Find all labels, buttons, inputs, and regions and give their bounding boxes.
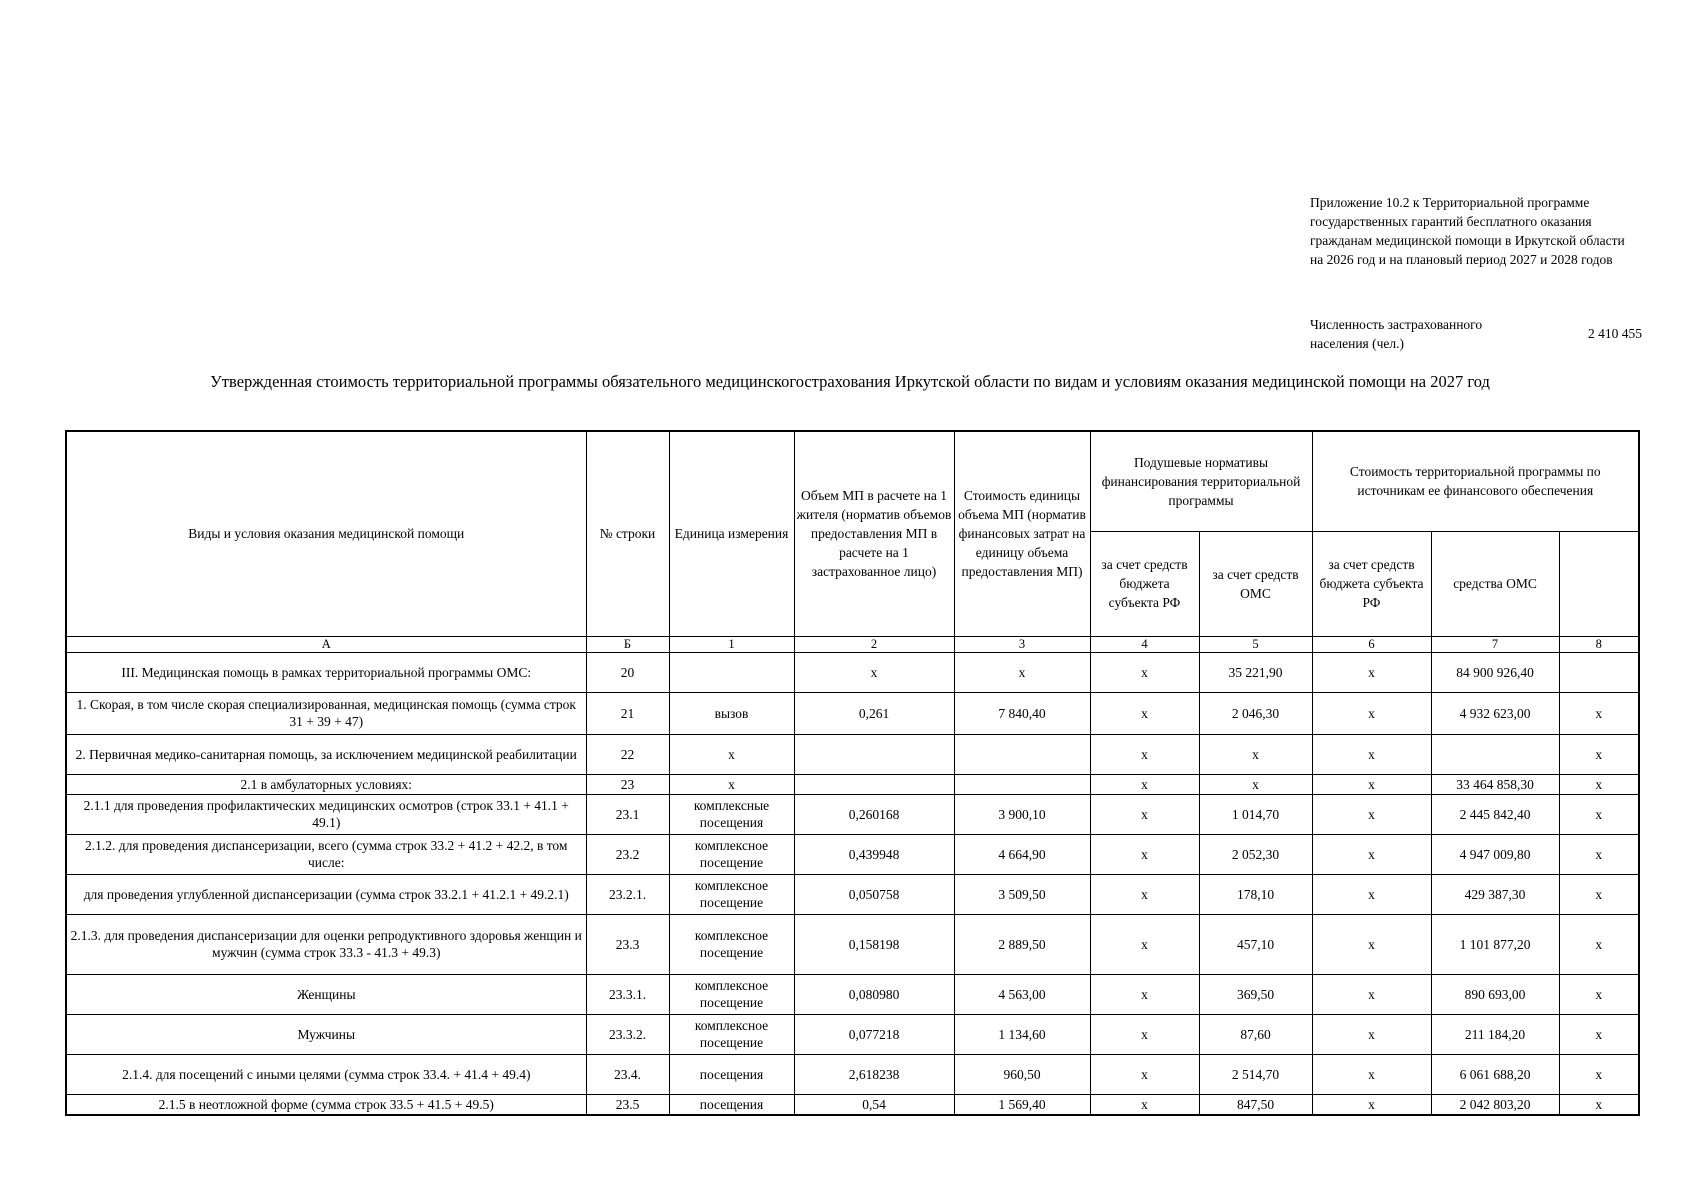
row-v6: х bbox=[1312, 734, 1431, 774]
row-name: III. Медицинская помощь в рамках территориальной программы ОМС: bbox=[66, 652, 586, 692]
row-v4: х bbox=[1090, 652, 1199, 692]
row-v5: 1 014,70 bbox=[1199, 794, 1312, 834]
row-v6: х bbox=[1312, 1054, 1431, 1094]
row-v5: 847,50 bbox=[1199, 1094, 1312, 1115]
index-cell: А bbox=[66, 636, 586, 652]
row-name: 2.1.4. для посещений с иными целями (сумма строк 33.4. + 41.4 + 49.4) bbox=[66, 1054, 586, 1094]
row-unit: комплексное посещение bbox=[669, 874, 794, 914]
row-v3 bbox=[954, 734, 1090, 774]
row-no: 22 bbox=[586, 734, 669, 774]
row-name: Женщины bbox=[66, 974, 586, 1014]
header-unit: Единица измерения bbox=[669, 431, 794, 636]
index-cell: 6 bbox=[1312, 636, 1431, 652]
row-v3: 960,50 bbox=[954, 1054, 1090, 1094]
row-v6: х bbox=[1312, 914, 1431, 974]
row-no: 23.3.2. bbox=[586, 1014, 669, 1054]
table-row bbox=[66, 1094, 1639, 1115]
row-v7: 84 900 926,40 bbox=[1431, 652, 1559, 692]
row-v3 bbox=[954, 774, 1090, 794]
row-v6: х bbox=[1312, 1014, 1431, 1054]
header-volume: Объем МП в расчете на 1 жителя (норматив объемов предоставления МП в расчете на 1 застрахованное лицо) bbox=[794, 431, 954, 636]
row-v8: х bbox=[1559, 774, 1639, 794]
header-cost: Стоимость единицы объема МП (норматив финансовых затрат на единицу объема предоставления МП) bbox=[954, 431, 1090, 636]
row-v3: 1 569,40 bbox=[954, 1094, 1090, 1115]
row-no: 23.3 bbox=[586, 914, 669, 974]
table-row bbox=[66, 834, 1639, 874]
row-unit: комплексное посещение bbox=[669, 834, 794, 874]
row-v2: 0,050758 bbox=[794, 874, 954, 914]
row-v8: х bbox=[1559, 834, 1639, 874]
row-no: 23.4. bbox=[586, 1054, 669, 1094]
row-v6: х bbox=[1312, 1094, 1431, 1115]
row-v5: 35 221,90 bbox=[1199, 652, 1312, 692]
header-budget-rf-6: за счет средств бюджета субъекта РФ bbox=[1312, 531, 1431, 636]
row-v8 bbox=[1559, 652, 1639, 692]
row-v4: х bbox=[1090, 974, 1199, 1014]
row-v4: х bbox=[1090, 1054, 1199, 1094]
row-unit: комплексное посещение bbox=[669, 914, 794, 974]
header-col-8 bbox=[1559, 531, 1639, 636]
row-v8: х bbox=[1559, 914, 1639, 974]
row-v2: 2,618238 bbox=[794, 1054, 954, 1094]
row-unit: вызов bbox=[669, 692, 794, 734]
row-name: 2.1 в амбулаторных условиях: bbox=[66, 774, 586, 794]
row-v6: х bbox=[1312, 834, 1431, 874]
row-v3: 4 664,90 bbox=[954, 834, 1090, 874]
row-v3: 3 900,10 bbox=[954, 794, 1090, 834]
row-v5: 2 052,30 bbox=[1199, 834, 1312, 874]
insured-population-label: Численность застрахованного населения (чел.) bbox=[1310, 317, 1483, 351]
row-v7: 6 061 688,20 bbox=[1431, 1054, 1559, 1094]
row-v5: х bbox=[1199, 774, 1312, 794]
row-no: 23.5 bbox=[586, 1094, 669, 1115]
index-cell: 8 bbox=[1559, 636, 1639, 652]
index-cell: 5 bbox=[1199, 636, 1312, 652]
table-row bbox=[66, 874, 1639, 914]
table-row bbox=[66, 1054, 1639, 1094]
row-unit: комплексное посещение bbox=[669, 1014, 794, 1054]
row-v8: х bbox=[1559, 1094, 1639, 1115]
row-v5: 369,50 bbox=[1199, 974, 1312, 1014]
header-budget-rf-4: за счет средств бюджета субъекта РФ bbox=[1090, 531, 1199, 636]
table-row bbox=[66, 774, 1639, 794]
row-name: 2.1.1 для проведения профилактических медицинских осмотров (строк 33.1 + 41.1 + 49.1) bbox=[66, 794, 586, 834]
row-v5: 87,60 bbox=[1199, 1014, 1312, 1054]
table-row bbox=[66, 652, 1639, 692]
row-v4: х bbox=[1090, 914, 1199, 974]
row-no: 23.2.1. bbox=[586, 874, 669, 914]
table-row bbox=[66, 974, 1639, 1014]
row-v5: 2 046,30 bbox=[1199, 692, 1312, 734]
row-v7: 211 184,20 bbox=[1431, 1014, 1559, 1054]
header-types: Виды и условия оказания медицинской помощи bbox=[66, 431, 586, 636]
header-per-capita: Подушевые нормативы финансирования территориальной программы bbox=[1090, 431, 1312, 531]
row-v3: 7 840,40 bbox=[954, 692, 1090, 734]
row-v5: 178,10 bbox=[1199, 874, 1312, 914]
row-v7 bbox=[1431, 734, 1559, 774]
index-row bbox=[66, 636, 1639, 652]
row-name: 1. Скорая, в том числе скорая специализированная, медицинская помощь (сумма строк 31 + 39 + 47) bbox=[66, 692, 586, 734]
table-row bbox=[66, 734, 1639, 774]
row-v8: х bbox=[1559, 734, 1639, 774]
row-no: 23 bbox=[586, 774, 669, 794]
row-v3: 2 889,50 bbox=[954, 914, 1090, 974]
row-v4: х bbox=[1090, 874, 1199, 914]
row-v5: 2 514,70 bbox=[1199, 1054, 1312, 1094]
row-v2: 0,54 bbox=[794, 1094, 954, 1115]
row-name: Мужчины bbox=[66, 1014, 586, 1054]
row-v8: х bbox=[1559, 1014, 1639, 1054]
row-v7: 2 445 842,40 bbox=[1431, 794, 1559, 834]
cost-table bbox=[65, 430, 1640, 1116]
row-no: 21 bbox=[586, 692, 669, 734]
index-cell: Б bbox=[586, 636, 669, 652]
header-row-no: № строки bbox=[586, 431, 669, 636]
header-oms-7: средства ОМС bbox=[1431, 531, 1559, 636]
row-v6: х bbox=[1312, 692, 1431, 734]
table-row bbox=[66, 1014, 1639, 1054]
row-v2: 0,080980 bbox=[794, 974, 954, 1014]
row-v8: х bbox=[1559, 974, 1639, 1014]
row-v4: х bbox=[1090, 734, 1199, 774]
row-unit: комплексное посещение bbox=[669, 974, 794, 1014]
row-unit: посещения bbox=[669, 1094, 794, 1115]
row-v7: 2 042 803,20 bbox=[1431, 1094, 1559, 1115]
row-unit: посещения bbox=[669, 1054, 794, 1094]
appendix-note: Приложение 10.2 к Территориальной программе государственных гарантий бесплатного оказания гражданам медицинской помощи в Иркутской области на 2026 год и на плановый период 2027 и 2028 годов bbox=[1310, 195, 1625, 267]
row-v4: х bbox=[1090, 692, 1199, 734]
index-cell: 7 bbox=[1431, 636, 1559, 652]
row-v7: 4 947 009,80 bbox=[1431, 834, 1559, 874]
header-oms-5: за счет средств ОМС bbox=[1199, 531, 1312, 636]
row-v2 bbox=[794, 734, 954, 774]
row-v2: х bbox=[794, 652, 954, 692]
row-v7: 429 387,30 bbox=[1431, 874, 1559, 914]
row-v8: х bbox=[1559, 1054, 1639, 1094]
row-v3: х bbox=[954, 652, 1090, 692]
row-v6: х bbox=[1312, 652, 1431, 692]
row-v4: х bbox=[1090, 794, 1199, 834]
row-v2: 0,077218 bbox=[794, 1014, 954, 1054]
row-v6: х bbox=[1312, 874, 1431, 914]
row-v6: х bbox=[1312, 774, 1431, 794]
row-v7: 1 101 877,20 bbox=[1431, 914, 1559, 974]
row-unit bbox=[669, 652, 794, 692]
row-v4: х bbox=[1090, 1014, 1199, 1054]
row-v6: х bbox=[1312, 794, 1431, 834]
row-v5: 457,10 bbox=[1199, 914, 1312, 974]
row-v8: х bbox=[1559, 874, 1639, 914]
table-row bbox=[66, 692, 1639, 734]
row-name: 2.1.2. для проведения диспансеризации, всего (сумма строк 33.2 + 41.2 + 42.2, в том числе: bbox=[66, 834, 586, 874]
row-name: 2. Первичная медико-санитарная помощь, за исключением медицинской реабилитации bbox=[66, 734, 586, 774]
row-v7: 33 464 858,30 bbox=[1431, 774, 1559, 794]
row-v2: 0,439948 bbox=[794, 834, 954, 874]
row-v4: х bbox=[1090, 774, 1199, 794]
row-v4: х bbox=[1090, 1094, 1199, 1115]
row-no: 20 bbox=[586, 652, 669, 692]
insured-population-value: 2 410 455 bbox=[1588, 326, 1642, 341]
index-cell: 1 bbox=[669, 636, 794, 652]
row-v3: 1 134,60 bbox=[954, 1014, 1090, 1054]
row-v2: 0,158198 bbox=[794, 914, 954, 974]
row-name: 2.1.5 в неотложной форме (сумма строк 33.5 + 41.5 + 49.5) bbox=[66, 1094, 586, 1115]
document-title: Утвержденная стоимость территориальной программы обязательного медицинскогострахования Иркутской области по видам и условиям оказания медицинской помощи на 2027 год bbox=[210, 372, 1490, 391]
index-cell: 4 bbox=[1090, 636, 1199, 652]
index-cell: 2 bbox=[794, 636, 954, 652]
index-cell: 3 bbox=[954, 636, 1090, 652]
row-no: 23.2 bbox=[586, 834, 669, 874]
row-unit: комплексные посещения bbox=[669, 794, 794, 834]
row-v2: 0,261 bbox=[794, 692, 954, 734]
row-v7: 890 693,00 bbox=[1431, 974, 1559, 1014]
table-row bbox=[66, 794, 1639, 834]
row-v3: 3 509,50 bbox=[954, 874, 1090, 914]
row-v6: х bbox=[1312, 974, 1431, 1014]
row-v3: 4 563,00 bbox=[954, 974, 1090, 1014]
row-name: 2.1.3. для проведения диспансеризации для оценки репродуктивного здоровья женщин и мужчин (сумма строк 33.3 - 41.3 + 49.3) bbox=[66, 914, 586, 974]
row-v8: х bbox=[1559, 794, 1639, 834]
row-v8: х bbox=[1559, 692, 1639, 734]
row-unit: х bbox=[669, 734, 794, 774]
row-v2 bbox=[794, 774, 954, 794]
row-v7: 4 932 623,00 bbox=[1431, 692, 1559, 734]
row-unit: х bbox=[669, 774, 794, 794]
row-v5: х bbox=[1199, 734, 1312, 774]
header-program-cost: Стоимость территориальной программы по источникам ее финансового обеспечения bbox=[1312, 431, 1639, 531]
row-no: 23.3.1. bbox=[586, 974, 669, 1014]
row-name: для проведения углубленной диспансеризации (сумма строк 33.2.1 + 41.2.1 + 49.2.1) bbox=[66, 874, 586, 914]
row-v4: х bbox=[1090, 834, 1199, 874]
row-v2: 0,260168 bbox=[794, 794, 954, 834]
row-no: 23.1 bbox=[586, 794, 669, 834]
table-row bbox=[66, 914, 1639, 974]
